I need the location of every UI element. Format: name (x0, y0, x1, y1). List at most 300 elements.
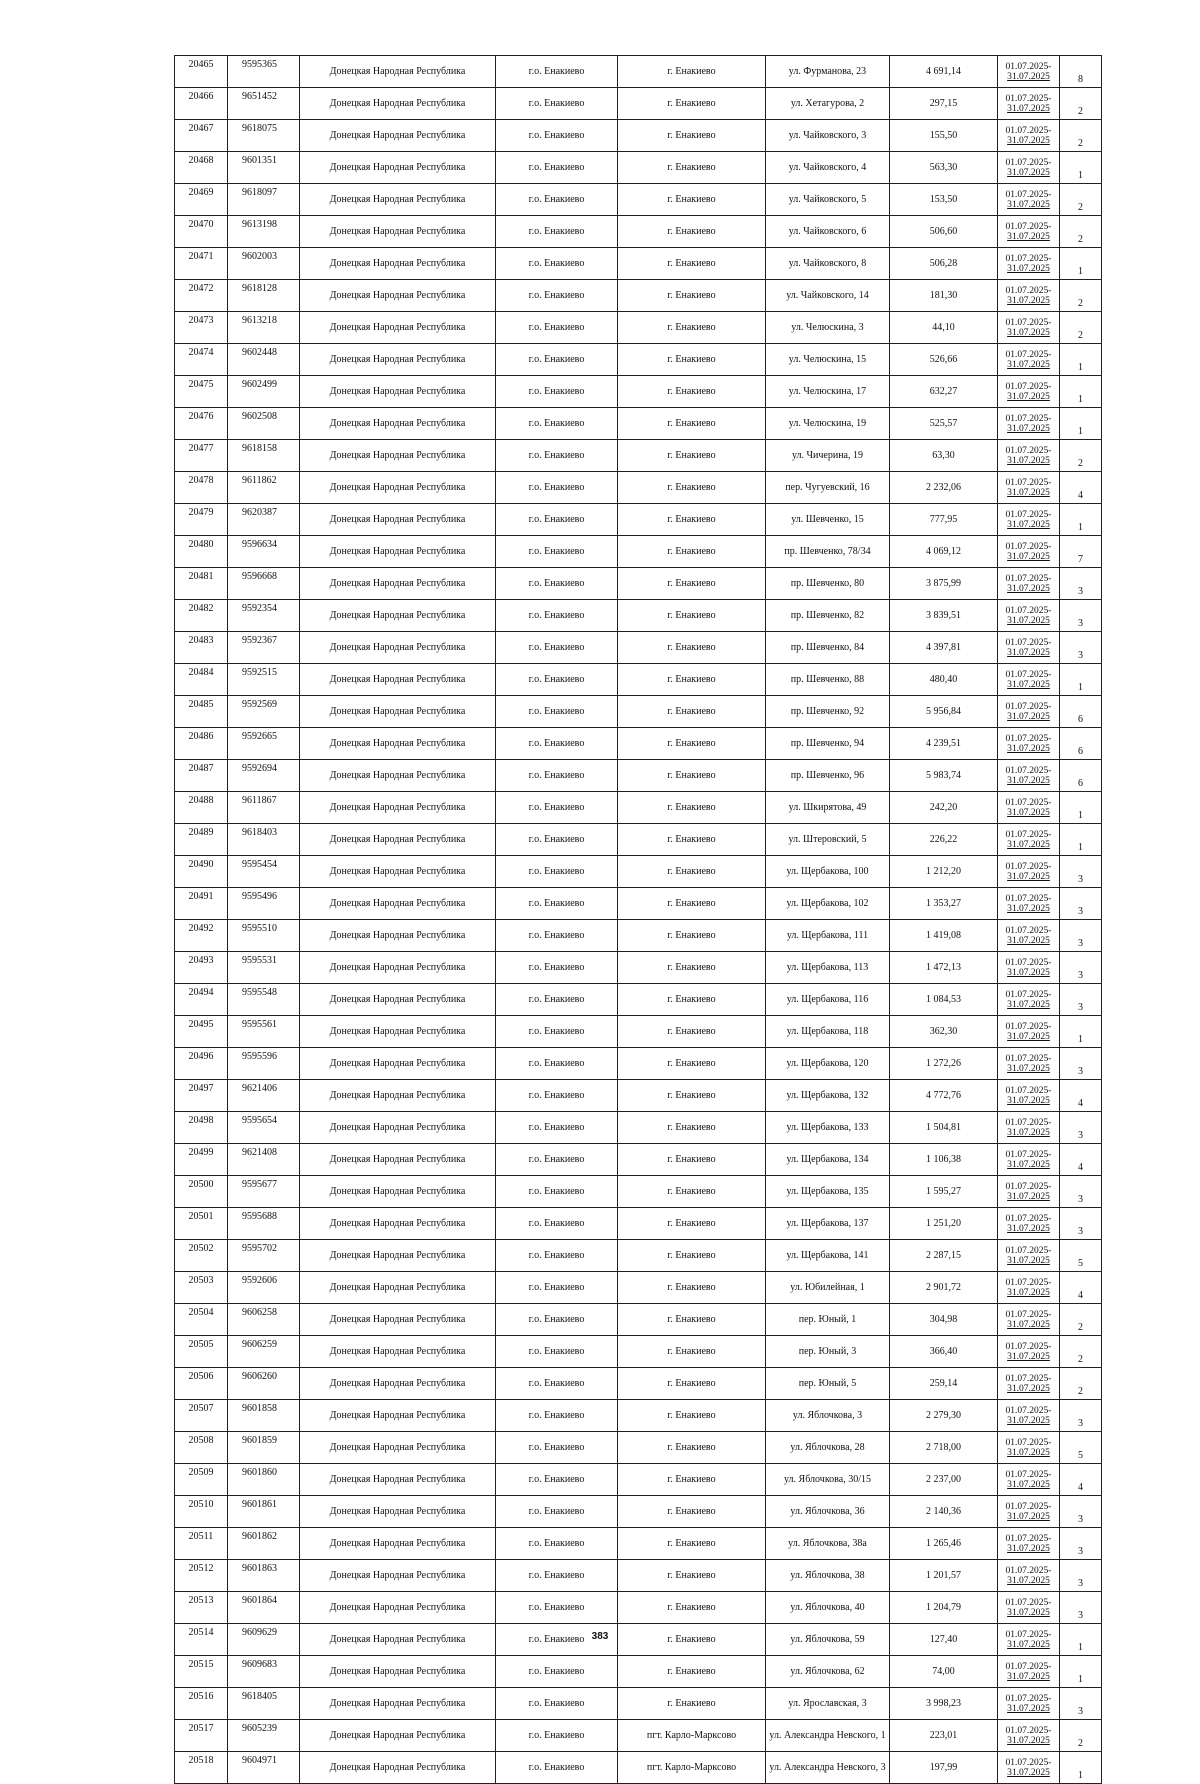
region-cell: Донецкая Народная Республика (300, 344, 496, 376)
period-start: 01.07.2025- (1005, 1437, 1052, 1448)
count-cell: 3 (1060, 568, 1102, 600)
period-end: 31.07.2025 (1007, 711, 1050, 722)
code-cell: 9595531 (228, 952, 300, 984)
area-cell: 44,10 (890, 312, 998, 344)
region-cell: Донецкая Народная Республика (300, 1080, 496, 1112)
locality-cell: г. Енакиево (618, 56, 766, 88)
address-cell: ул. Хетагурова, 2 (766, 88, 890, 120)
address-cell: ул. Шевченко, 15 (766, 504, 890, 536)
region-cell: Донецкая Народная Республика (300, 600, 496, 632)
district-cell: г.о. Енакиево (496, 344, 618, 376)
table-row (175, 568, 1102, 600)
area-cell: 4 397,81 (890, 632, 998, 664)
period-cell (998, 920, 1060, 952)
row-number-cell: 20470 (175, 216, 228, 248)
table-row (175, 1368, 1102, 1400)
area-cell: 1 212,20 (890, 856, 998, 888)
code-cell: 9609629 (228, 1624, 300, 1656)
count-cell: 7 (1060, 536, 1102, 568)
period-cell (998, 1208, 1060, 1240)
district-cell: г.о. Енакиево (496, 1624, 618, 1656)
table-row (175, 408, 1102, 440)
count-cell: 1 (1060, 408, 1102, 440)
row-number-cell: 20482 (175, 600, 228, 632)
area-cell: 2 901,72 (890, 1272, 998, 1304)
period-start: 01.07.2025- (1005, 829, 1052, 840)
period-start: 01.07.2025- (1005, 1309, 1052, 1320)
table-row (175, 1272, 1102, 1304)
region-cell: Донецкая Народная Республика (300, 1400, 496, 1432)
code-cell: 9618405 (228, 1688, 300, 1720)
address-cell: ул. Чайковского, 4 (766, 152, 890, 184)
locality-cell: г. Енакиево (618, 248, 766, 280)
code-cell: 9595510 (228, 920, 300, 952)
period-cell (998, 1368, 1060, 1400)
region-cell: Донецкая Народная Республика (300, 1496, 496, 1528)
count-cell: 2 (1060, 440, 1102, 472)
region-cell: Донецкая Народная Республика (300, 728, 496, 760)
table-row (175, 1144, 1102, 1176)
locality-cell: г. Енакиево (618, 1688, 766, 1720)
region-cell: Донецкая Народная Республика (300, 1272, 496, 1304)
row-number-cell: 20516 (175, 1688, 228, 1720)
area-cell: 1 251,20 (890, 1208, 998, 1240)
period-start: 01.07.2025- (1005, 509, 1052, 520)
district-cell: г.о. Енакиево (496, 1080, 618, 1112)
count-cell: 2 (1060, 1720, 1102, 1752)
row-number-cell: 20476 (175, 408, 228, 440)
row-number-cell: 20485 (175, 696, 228, 728)
region-cell: Донецкая Народная Республика (300, 312, 496, 344)
area-cell: 525,57 (890, 408, 998, 440)
period-cell (998, 824, 1060, 856)
row-number-cell: 20504 (175, 1304, 228, 1336)
code-cell: 9621406 (228, 1080, 300, 1112)
period-cell (998, 1720, 1060, 1752)
period-cell (998, 728, 1060, 760)
area-cell: 226,22 (890, 824, 998, 856)
table-row (175, 1656, 1102, 1688)
code-cell: 9592515 (228, 664, 300, 696)
count-cell: 2 (1060, 216, 1102, 248)
count-cell: 6 (1060, 728, 1102, 760)
locality-cell: г. Енакиево (618, 856, 766, 888)
period-start: 01.07.2025- (1005, 413, 1052, 424)
code-cell: 9606259 (228, 1336, 300, 1368)
code-cell: 9601859 (228, 1432, 300, 1464)
district-cell: г.о. Енакиево (496, 1208, 618, 1240)
code-cell: 9601860 (228, 1464, 300, 1496)
code-cell: 9606260 (228, 1368, 300, 1400)
period-cell (998, 1464, 1060, 1496)
locality-cell: г. Енакиево (618, 1080, 766, 1112)
district-cell: г.о. Енакиево (496, 1720, 618, 1752)
period-start: 01.07.2025- (1005, 925, 1052, 936)
period-start: 01.07.2025- (1005, 1725, 1052, 1736)
row-number-cell: 20494 (175, 984, 228, 1016)
region-cell: Донецкая Народная Республика (300, 824, 496, 856)
address-cell: ул. Александра Невского, 1 (766, 1720, 890, 1752)
period-end: 31.07.2025 (1007, 807, 1050, 818)
period-start: 01.07.2025- (1005, 1597, 1052, 1608)
code-cell: 9595654 (228, 1112, 300, 1144)
period-cell (998, 344, 1060, 376)
district-cell: г.о. Енакиево (496, 696, 618, 728)
address-cell: ул. Щербакова, 133 (766, 1112, 890, 1144)
table-row (175, 728, 1102, 760)
address-cell: ул. Чайковского, 3 (766, 120, 890, 152)
code-cell: 9595365 (228, 56, 300, 88)
period-end: 31.07.2025 (1007, 231, 1050, 242)
region-cell: Донецкая Народная Республика (300, 440, 496, 472)
address-cell: ул. Щербакова, 132 (766, 1080, 890, 1112)
row-number-cell: 20512 (175, 1560, 228, 1592)
district-cell: г.о. Енакиево (496, 120, 618, 152)
period-cell (998, 1560, 1060, 1592)
address-cell: пр. Шевченко, 80 (766, 568, 890, 600)
count-cell: 3 (1060, 856, 1102, 888)
period-end: 31.07.2025 (1007, 103, 1050, 114)
address-cell: пер. Юный, 5 (766, 1368, 890, 1400)
area-cell: 4 691,14 (890, 56, 998, 88)
locality-cell: г. Енакиево (618, 216, 766, 248)
district-cell: г.о. Енакиево (496, 536, 618, 568)
region-cell: Донецкая Народная Республика (300, 88, 496, 120)
table-row (175, 600, 1102, 632)
period-cell (998, 1336, 1060, 1368)
table-row (175, 1016, 1102, 1048)
district-cell: г.о. Енакиево (496, 152, 618, 184)
period-end: 31.07.2025 (1007, 1575, 1050, 1586)
period-start: 01.07.2025- (1005, 221, 1052, 232)
locality-cell: г. Енакиево (618, 952, 766, 984)
period-end: 31.07.2025 (1007, 743, 1050, 754)
period-end: 31.07.2025 (1007, 71, 1050, 82)
address-cell: ул. Ярославская, 3 (766, 1688, 890, 1720)
locality-cell: г. Енакиево (618, 440, 766, 472)
locality-cell: г. Енакиево (618, 120, 766, 152)
period-cell (998, 1304, 1060, 1336)
code-cell: 9595677 (228, 1176, 300, 1208)
period-start: 01.07.2025- (1005, 1117, 1052, 1128)
period-cell (998, 1112, 1060, 1144)
row-number-cell: 20467 (175, 120, 228, 152)
code-cell: 9601864 (228, 1592, 300, 1624)
count-cell: 1 (1060, 1752, 1102, 1784)
count-cell: 4 (1060, 1144, 1102, 1176)
row-number-cell: 20489 (175, 824, 228, 856)
code-cell: 9611867 (228, 792, 300, 824)
district-cell: г.о. Енакиево (496, 248, 618, 280)
period-end: 31.07.2025 (1007, 519, 1050, 530)
row-number-cell: 20481 (175, 568, 228, 600)
code-cell: 9592665 (228, 728, 300, 760)
district-cell: г.о. Енакиево (496, 1464, 618, 1496)
region-cell: Донецкая Народная Республика (300, 1144, 496, 1176)
address-cell: ул. Яблочкова, 3 (766, 1400, 890, 1432)
district-cell: г.о. Енакиево (496, 792, 618, 824)
locality-cell: г. Енакиево (618, 1304, 766, 1336)
period-end: 31.07.2025 (1007, 487, 1050, 498)
address-cell: ул. Щербакова, 141 (766, 1240, 890, 1272)
period-cell (998, 408, 1060, 440)
region-cell: Донецкая Народная Республика (300, 1208, 496, 1240)
period-cell (998, 504, 1060, 536)
district-cell: г.о. Енакиево (496, 1176, 618, 1208)
district-cell: г.о. Енакиево (496, 568, 618, 600)
row-number-cell: 20493 (175, 952, 228, 984)
code-cell: 9602508 (228, 408, 300, 440)
code-cell: 9595688 (228, 1208, 300, 1240)
region-cell: Донецкая Народная Республика (300, 1560, 496, 1592)
period-start: 01.07.2025- (1005, 765, 1052, 776)
period-cell (998, 664, 1060, 696)
table-row (175, 120, 1102, 152)
address-cell: ул. Челюскина, 17 (766, 376, 890, 408)
count-cell: 2 (1060, 88, 1102, 120)
period-start: 01.07.2025- (1005, 605, 1052, 616)
region-cell: Донецкая Народная Республика (300, 1336, 496, 1368)
address-cell: ул. Щербакова, 135 (766, 1176, 890, 1208)
region-cell: Донецкая Народная Республика (300, 120, 496, 152)
period-cell (998, 568, 1060, 600)
count-cell: 3 (1060, 920, 1102, 952)
district-cell: г.о. Енакиево (496, 856, 618, 888)
period-end: 31.07.2025 (1007, 359, 1050, 370)
area-cell: 155,50 (890, 120, 998, 152)
locality-cell: г. Енакиево (618, 1368, 766, 1400)
row-number-cell: 20483 (175, 632, 228, 664)
period-start: 01.07.2025- (1005, 1341, 1052, 1352)
period-start: 01.07.2025- (1005, 957, 1052, 968)
locality-cell: г. Енакиево (618, 632, 766, 664)
locality-cell: г. Енакиево (618, 1144, 766, 1176)
count-cell: 1 (1060, 152, 1102, 184)
count-cell: 3 (1060, 1560, 1102, 1592)
district-cell: г.о. Енакиево (496, 984, 618, 1016)
table-row (175, 888, 1102, 920)
area-cell: 5 983,74 (890, 760, 998, 792)
count-cell: 3 (1060, 600, 1102, 632)
locality-cell: г. Енакиево (618, 568, 766, 600)
area-cell: 259,14 (890, 1368, 998, 1400)
address-cell: ул. Яблочкова, 28 (766, 1432, 890, 1464)
table-row (175, 536, 1102, 568)
address-cell: ул. Яблочкова, 62 (766, 1656, 890, 1688)
row-number-cell: 20506 (175, 1368, 228, 1400)
period-cell (998, 856, 1060, 888)
district-cell: г.о. Енакиево (496, 1752, 618, 1784)
address-cell: пр. Шевченко, 92 (766, 696, 890, 728)
district-cell: г.о. Енакиево (496, 216, 618, 248)
region-cell: Донецкая Народная Республика (300, 1432, 496, 1464)
count-cell: 4 (1060, 472, 1102, 504)
period-start: 01.07.2025- (1005, 1213, 1052, 1224)
district-cell: г.о. Енакиево (496, 1304, 618, 1336)
period-end: 31.07.2025 (1007, 455, 1050, 466)
region-cell: Донецкая Народная Республика (300, 792, 496, 824)
row-number-cell: 20479 (175, 504, 228, 536)
address-cell: ул. Яблочкова, 40 (766, 1592, 890, 1624)
period-cell (998, 440, 1060, 472)
period-cell (998, 536, 1060, 568)
count-cell: 3 (1060, 1208, 1102, 1240)
region-cell: Донецкая Народная Республика (300, 408, 496, 440)
period-start: 01.07.2025- (1005, 637, 1052, 648)
district-cell: г.о. Енакиево (496, 664, 618, 696)
count-cell: 3 (1060, 1496, 1102, 1528)
address-cell: ул. Щербакова, 118 (766, 1016, 890, 1048)
code-cell: 9651452 (228, 88, 300, 120)
region-cell: Донецкая Народная Республика (300, 1176, 496, 1208)
period-start: 01.07.2025- (1005, 541, 1052, 552)
code-cell: 9601862 (228, 1528, 300, 1560)
period-start: 01.07.2025- (1005, 1021, 1052, 1032)
locality-cell: г. Енакиево (618, 504, 766, 536)
district-cell: г.о. Енакиево (496, 1272, 618, 1304)
count-cell: 1 (1060, 664, 1102, 696)
period-end: 31.07.2025 (1007, 967, 1050, 978)
region-cell: Донецкая Народная Республика (300, 1688, 496, 1720)
period-end: 31.07.2025 (1007, 871, 1050, 882)
address-cell: ул. Чайковского, 14 (766, 280, 890, 312)
row-number-cell: 20475 (175, 376, 228, 408)
area-cell: 181,30 (890, 280, 998, 312)
row-number-cell: 20502 (175, 1240, 228, 1272)
district-cell: г.о. Енакиево (496, 1496, 618, 1528)
code-cell: 9595702 (228, 1240, 300, 1272)
code-cell: 9611862 (228, 472, 300, 504)
period-end: 31.07.2025 (1007, 263, 1050, 274)
period-start: 01.07.2025- (1005, 1661, 1052, 1672)
period-start: 01.07.2025- (1005, 1085, 1052, 1096)
address-cell: пер. Юный, 1 (766, 1304, 890, 1336)
count-cell: 3 (1060, 984, 1102, 1016)
period-end: 31.07.2025 (1007, 1479, 1050, 1490)
locality-cell: г. Енакиево (618, 1560, 766, 1592)
period-end: 31.07.2025 (1007, 1095, 1050, 1106)
count-cell: 2 (1060, 1304, 1102, 1336)
locality-cell: пгт. Карло-Марксово (618, 1720, 766, 1752)
code-cell: 9609683 (228, 1656, 300, 1688)
table-row (175, 1528, 1102, 1560)
locality-cell: г. Енакиево (618, 664, 766, 696)
region-cell: Донецкая Народная Республика (300, 56, 496, 88)
area-cell: 1 419,08 (890, 920, 998, 952)
period-end: 31.07.2025 (1007, 1703, 1050, 1714)
locality-cell: г. Енакиево (618, 1176, 766, 1208)
locality-cell: г. Енакиево (618, 1272, 766, 1304)
district-cell: г.о. Енакиево (496, 408, 618, 440)
row-number-cell: 20486 (175, 728, 228, 760)
period-end: 31.07.2025 (1007, 1415, 1050, 1426)
address-cell: пер. Чугуевский, 16 (766, 472, 890, 504)
area-cell: 1 353,27 (890, 888, 998, 920)
period-end: 31.07.2025 (1007, 1063, 1050, 1074)
district-cell: г.о. Енакиево (496, 1048, 618, 1080)
count-cell: 1 (1060, 376, 1102, 408)
code-cell: 9618097 (228, 184, 300, 216)
locality-cell: г. Енакиево (618, 760, 766, 792)
count-cell: 1 (1060, 792, 1102, 824)
period-start: 01.07.2025- (1005, 1405, 1052, 1416)
area-cell: 1 201,57 (890, 1560, 998, 1592)
code-cell: 9592569 (228, 696, 300, 728)
area-cell: 366,40 (890, 1336, 998, 1368)
locality-cell: г. Енакиево (618, 1336, 766, 1368)
locality-cell: г. Енакиево (618, 1400, 766, 1432)
locality-cell: г. Енакиево (618, 376, 766, 408)
row-number-cell: 20488 (175, 792, 228, 824)
address-cell: ул. Шкирятова, 49 (766, 792, 890, 824)
district-cell: г.о. Енакиево (496, 1336, 618, 1368)
area-cell: 3 875,99 (890, 568, 998, 600)
row-number-cell: 20468 (175, 152, 228, 184)
period-end: 31.07.2025 (1007, 199, 1050, 210)
table-body (175, 56, 1102, 1784)
table-row (175, 472, 1102, 504)
region-cell: Донецкая Народная Республика (300, 248, 496, 280)
count-cell: 3 (1060, 632, 1102, 664)
locality-cell: г. Енакиево (618, 1528, 766, 1560)
period-end: 31.07.2025 (1007, 1031, 1050, 1042)
locality-cell: г. Енакиево (618, 408, 766, 440)
period-cell (998, 1752, 1060, 1784)
row-number-cell: 20501 (175, 1208, 228, 1240)
period-end: 31.07.2025 (1007, 1223, 1050, 1234)
code-cell: 9592367 (228, 632, 300, 664)
period-end: 31.07.2025 (1007, 903, 1050, 914)
address-cell: ул. Челюскина, 15 (766, 344, 890, 376)
address-cell: ул. Щербакова, 120 (766, 1048, 890, 1080)
row-number-cell: 20517 (175, 1720, 228, 1752)
area-cell: 1 084,53 (890, 984, 998, 1016)
region-cell: Донецкая Народная Республика (300, 1240, 496, 1272)
row-number-cell: 20474 (175, 344, 228, 376)
district-cell: г.о. Енакиево (496, 824, 618, 856)
locality-cell: г. Енакиево (618, 1432, 766, 1464)
code-cell: 9602448 (228, 344, 300, 376)
period-cell (998, 792, 1060, 824)
count-cell: 3 (1060, 1688, 1102, 1720)
code-cell: 9621408 (228, 1144, 300, 1176)
row-number-cell: 20505 (175, 1336, 228, 1368)
area-cell: 480,40 (890, 664, 998, 696)
locality-cell: г. Енакиево (618, 984, 766, 1016)
region-cell: Донецкая Народная Республика (300, 952, 496, 984)
area-cell: 1 265,46 (890, 1528, 998, 1560)
period-cell (998, 248, 1060, 280)
district-cell: г.о. Енакиево (496, 1432, 618, 1464)
count-cell: 6 (1060, 760, 1102, 792)
region-cell: Донецкая Народная Республика (300, 376, 496, 408)
table-row (175, 216, 1102, 248)
period-cell (998, 1272, 1060, 1304)
region-cell: Донецкая Народная Республика (300, 1304, 496, 1336)
locality-cell: г. Енакиево (618, 1592, 766, 1624)
area-cell: 153,50 (890, 184, 998, 216)
table-row (175, 696, 1102, 728)
address-cell: ул. Щербакова, 113 (766, 952, 890, 984)
count-cell: 3 (1060, 1176, 1102, 1208)
table-row (175, 1304, 1102, 1336)
registry-table (174, 55, 1102, 1784)
area-cell: 127,40 (890, 1624, 998, 1656)
area-cell: 3 839,51 (890, 600, 998, 632)
code-cell: 9604971 (228, 1752, 300, 1784)
address-cell: пр. Шевченко, 84 (766, 632, 890, 664)
locality-cell: г. Енакиево (618, 312, 766, 344)
